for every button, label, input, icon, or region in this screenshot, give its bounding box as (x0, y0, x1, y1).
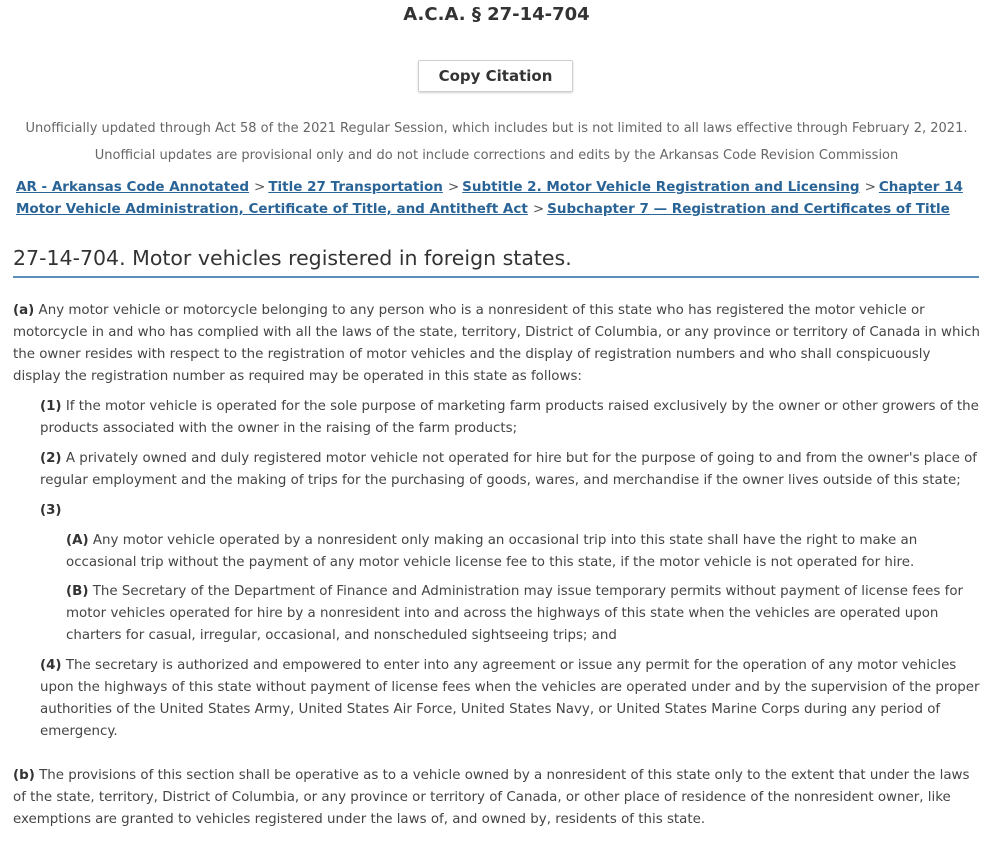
subsection-label: (b) (13, 768, 35, 783)
subsection-text: Any motor vehicle or motorcycle belonging to any person who is a nonresident of this state who has registered the motor vehicle or motorcycle in and who has complied with all the laws of the state, territory, District of Columbia, or any province or territory of Canada in which the owner resides with respect to the registration of motor vehicles and the display of registration numbers and who shall conspicuously display the registration number as required may be operated in this state as follows: (13, 303, 981, 384)
subparagraph-text: The Secretary of the Department of Finance and Administration may issue temporary permits without payment of license fees for motor vehicles operated for hire by a nonresident into and across the highways of this state when the vehicles are operated upon charters for casual, irregular, occasional, and nonscheduled sightseeing trips; and (66, 584, 964, 643)
update-notice: Unofficially updated through Act 58 of the 2021 Regular Session, which includes but is not limited to all laws effective through February 2, 2021. (25, 121, 968, 136)
section-heading: 27-14-704. Motor vehicles registered in foreign states. (13, 246, 979, 278)
subsection-text: The provisions of this section shall be operative as to a vehicle owned by a nonresident of this state only to the extent that under the laws of the state, territory, District of Columbia, or any province or territory of Canada, or other place of residence of the nonresident owner, like exemptions are granted to vehicles registered under the laws of, and owned by, residents of this state. (13, 768, 970, 827)
paragraph-label: (3) (40, 503, 62, 518)
paragraph-a1 (40, 396, 982, 440)
breadcrumb-separator: > (532, 201, 545, 217)
breadcrumb-separator: > (864, 179, 876, 195)
subparagraph-label: (B) (66, 584, 89, 599)
paragraph-label: (1) (40, 399, 62, 414)
breadcrumb-separator: > (447, 179, 460, 195)
subsection-a (13, 300, 981, 388)
paragraph-a3 (40, 500, 982, 522)
paragraph-label: (2) (40, 451, 62, 466)
subparagraph-a3A (66, 530, 966, 574)
breadcrumb-link-code[interactable]: AR - Arkansas Code Annotated (16, 179, 250, 195)
subparagraph-a3B (66, 581, 981, 647)
breadcrumb-link-chapter[interactable]: Chapter 14 Motor Vehicle Administration, Certificate of Title, and Antitheft Act (16, 179, 963, 217)
paragraph-label: (4) (40, 658, 62, 673)
breadcrumb-separator: > (254, 179, 266, 195)
breadcrumb-link-subchapter[interactable]: Subchapter 7 — Registration and Certificates of Title (547, 201, 950, 217)
subsection-label: (a) (13, 303, 35, 318)
paragraph-a2 (40, 448, 982, 492)
paragraph-text: A privately owned and duly registered motor vehicle not operated for hire but for the purpose of going to and from the owner's place of regular employment and the making of trips for the purchasing of goods, wares, and merchandise if the owner lives outside of this state; (40, 451, 977, 488)
copy-citation-button[interactable]: Copy Citation (418, 60, 573, 92)
breadcrumb (16, 176, 976, 220)
page-title: A.C.A. § 27-14-704 (403, 4, 590, 25)
subsection-b (13, 765, 981, 831)
breadcrumb-link-title[interactable]: Title 27 Transportation (268, 179, 443, 195)
paragraph-text: If the motor vehicle is operated for the sole purpose of marketing farm products raised exclusively by the owner or other growers of the products associated with the owner in the raising of the farm products; (40, 399, 979, 436)
breadcrumb-link-subtitle[interactable]: Subtitle 2. Motor Vehicle Registration and Licensing (462, 179, 860, 195)
subparagraph-text: Any motor vehicle operated by a nonresident only making an occasional trip into this state shall have the right to make an occasional trip without the payment of any motor vehicle license fee to this state, if the motor vehicle is not operated for hire. (66, 533, 918, 570)
paragraph-text: The secretary is authorized and empowered to enter into any agreement or issue any permit for the operation of any motor vehicles upon the highways of this state without payment of license fees when the vehicles are operated under and by the supervision of the proper authorities of the United States Army, United States Air Force, United States Navy, or United States Marine Corps during any period of emergency. (40, 658, 980, 739)
update-disclaimer: Unofficial updates are provisional only and do not include corrections and edits by the Arkansas Code Revision Commission (94, 148, 899, 163)
paragraph-a4 (40, 655, 982, 743)
subparagraph-label: (A) (66, 533, 89, 548)
